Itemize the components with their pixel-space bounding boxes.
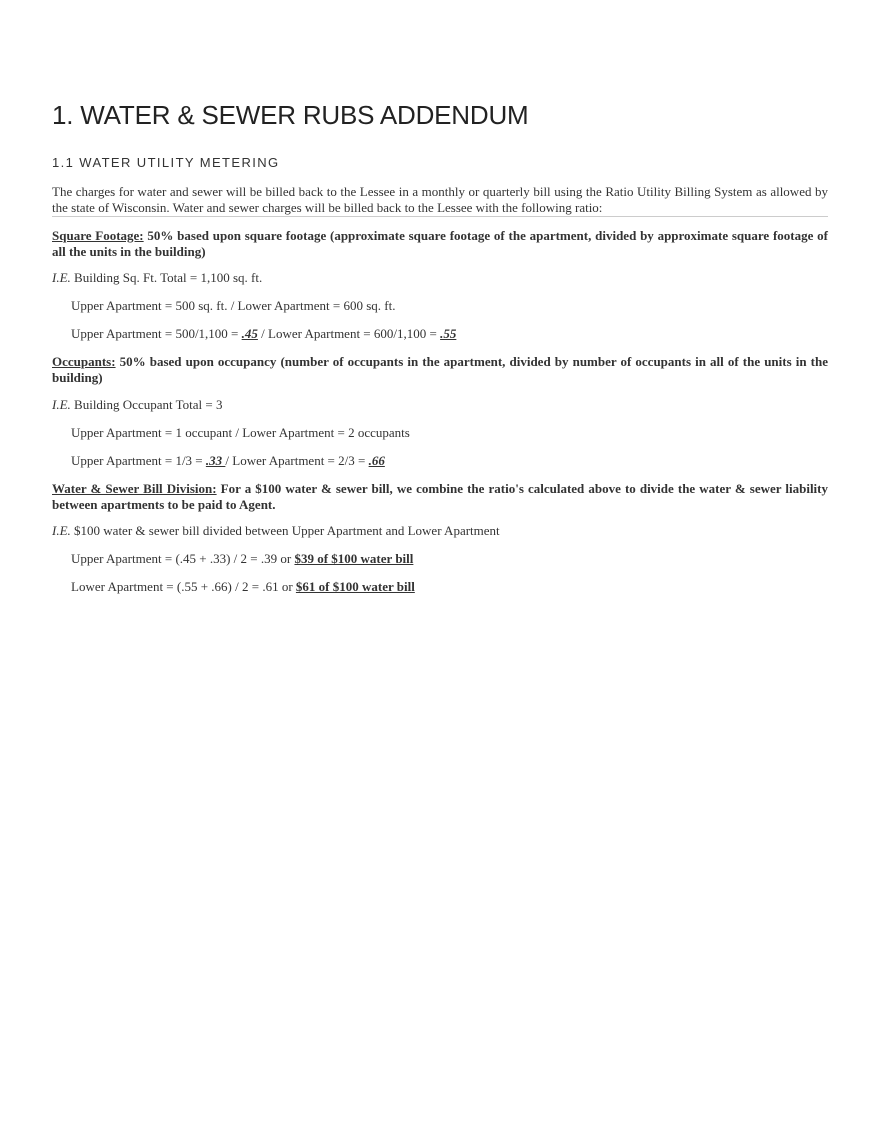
sqft-lower-ratio: .55 — [440, 326, 457, 341]
page-title: 1. WATER & SEWER RUBS ADDENDUM — [52, 100, 529, 130]
ie-prefix: I.E. — [52, 523, 71, 538]
occ-line-1: Upper Apartment = 1 occupant / Lower Apartment = 2 occupants — [71, 425, 410, 440]
occ-total: Building Occupant Total = 3 — [70, 397, 223, 412]
occ-line-2 — [71, 453, 828, 469]
lower-bill-calc: Lower Apartment = (.55 + .66) / 2 = .61 or — [71, 579, 296, 594]
occupants-label: Occupants: — [52, 354, 116, 369]
upper-bill-amount: $39 of $100 water bill — [294, 551, 414, 566]
square-footage-text: 50% based upon square footage (approximate square footage of the apartment, divided by approximate square footage of all the units in the building) — [52, 228, 828, 259]
upper-bill-line — [71, 551, 828, 567]
intro-paragraph: The charges for water and sewer will be billed back to the Lessee in a monthly or quarterly bill using the Ratio Utility Billing System as allowed by the state of Wisconsin. Water and sewer charges will be billed back to the Lessee with the following ratio: — [52, 184, 828, 215]
div-example — [52, 523, 828, 539]
ie-prefix: I.E. — [52, 397, 71, 412]
occ-lower-calc: / Lower Apartment = 2/3 = — [225, 453, 369, 468]
sqft-lower-calc: / Lower Apartment = 600/1,100 = — [257, 326, 441, 341]
occ-lower-ratio: .66 — [368, 453, 385, 468]
sqft-line-2 — [71, 326, 828, 342]
sqft-total: Building Sq. Ft. Total = 1,100 sq. ft. — [70, 270, 263, 285]
sqft-line-1: Upper Apartment = 500 sq. ft. / Lower Apartment = 600 sq. ft. — [71, 298, 396, 313]
square-footage-label: Square Footage: — [52, 228, 144, 243]
sqft-upper-calc: Upper Apartment = 500/1,100 = — [71, 326, 242, 341]
occ-example — [52, 397, 828, 413]
occupants-text: 50% based upon occupancy (number of occupants in the apartment, divided by number of occupants in all of the units in the building) — [52, 354, 828, 385]
ie-prefix: I.E. — [52, 270, 71, 285]
occ-upper-calc: Upper Apartment = 1/3 = — [71, 453, 206, 468]
division-label: Water & Sewer Bill Division: — [52, 481, 217, 496]
square-footage-paragraph — [52, 228, 828, 259]
upper-bill-calc: Upper Apartment = (.45 + .33) / 2 = .39 or — [71, 551, 295, 566]
lower-bill-amount: $61 of $100 water bill — [295, 579, 415, 594]
sqft-upper-ratio: .45 — [241, 326, 258, 341]
sqft-example — [52, 270, 828, 286]
lower-bill-line — [71, 579, 828, 595]
div-example-text: $100 water & sewer bill divided between Upper Apartment and Lower Apartment — [70, 523, 500, 538]
division-paragraph — [52, 481, 828, 512]
division-text: For a $100 water & sewer bill, we combine the ratio's calculated above to divide the water & sewer liability between apartments to be paid to Agent. — [52, 481, 828, 512]
occupants-paragraph — [52, 354, 828, 385]
occ-upper-ratio: .33 — [205, 453, 226, 468]
divider — [52, 216, 828, 217]
section-heading: 1.1 WATER UTILITY METERING — [52, 155, 280, 170]
